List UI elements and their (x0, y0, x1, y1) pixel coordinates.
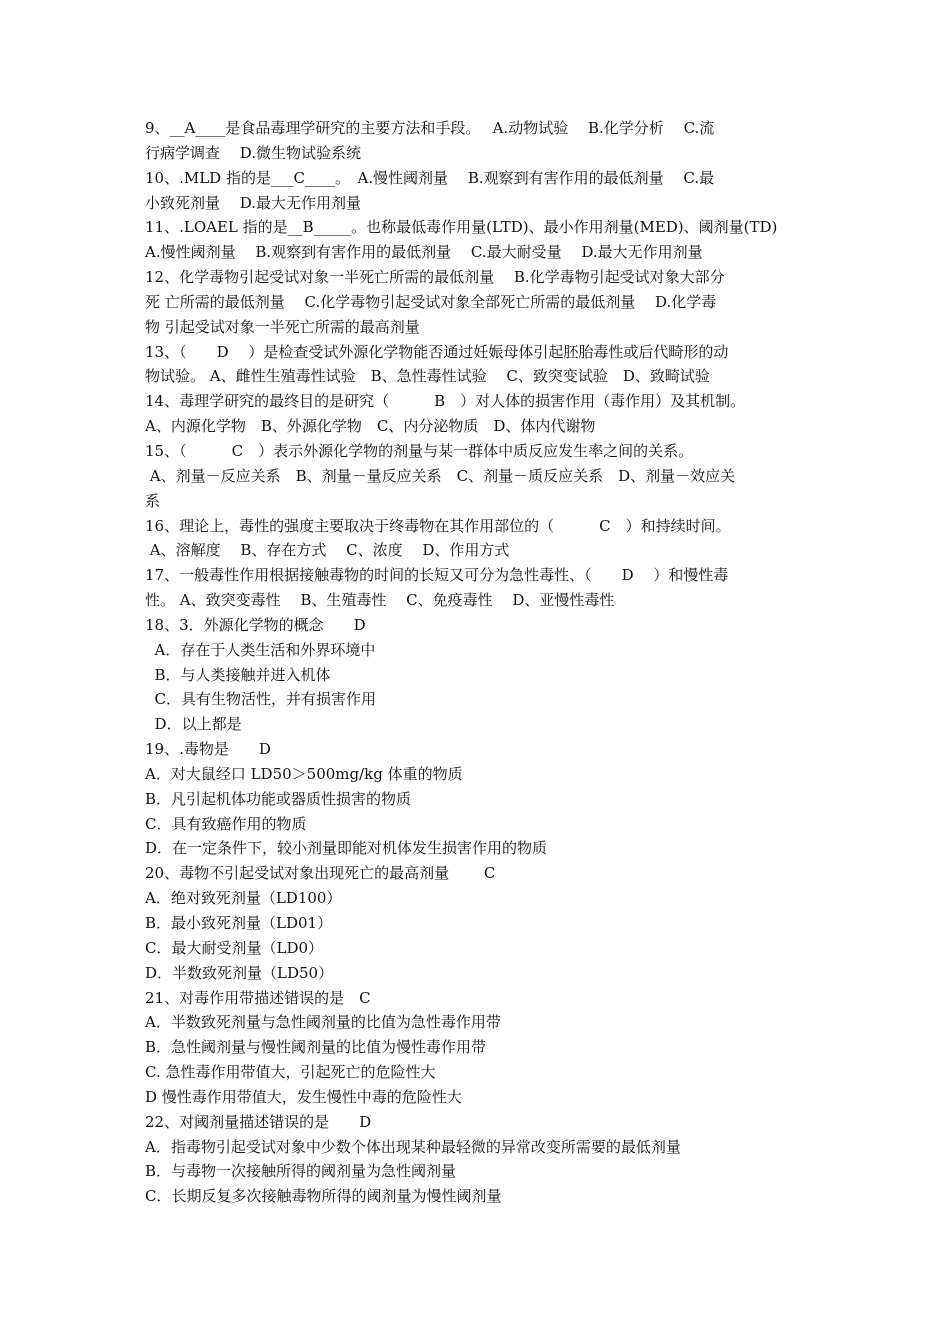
text-line: C．最大耐受剂量（LD0） (145, 938, 324, 957)
text-line: B．急性阈剂量与慢性阈剂量的比值为慢性毒作用带 (145, 1038, 487, 1057)
text-line: C. 急性毒作用带值大，引起死亡的危险性大 (145, 1063, 436, 1082)
text-line: D．在一定条件下，较小剂量即能对机体发生损害作用的物质 (145, 839, 548, 858)
text-line: 物 引起受试对象一半死亡所需的最高剂量 (145, 317, 420, 336)
text-line: B．与人类接触并进入机体 (145, 665, 331, 684)
text-line: 物试验。 A、雌性生殖毒性试验 B、急性毒性试验 C、致突变试验 D、致畸试验 (145, 367, 710, 386)
text-line: C．具有致癌作用的物质 (145, 814, 307, 833)
text-line: A．指毒物引起受试对象中少数个体出现某种最轻微的异常改变所需要的最低剂量 (145, 1137, 681, 1156)
text-line: 14、毒理学研究的最终目的是研究（ B ）对人体的损害作用（毒作用）及其机制。 (145, 392, 746, 411)
text-line: A、内源化学物 B、外源化学物 C、内分泌物质 D、体内代谢物 (145, 417, 596, 436)
text-line: 19、.毒物是 D (145, 740, 271, 759)
text-line: 21、对毒作用带描述错误的是 C (145, 988, 371, 1007)
text-line: A．对大鼠经口 LD50＞500mg/kg 体重的物质 (145, 764, 463, 783)
text-line: A．存在于人类生活和外界环境中 (145, 640, 376, 659)
text-line: B．最小致死剂量（LD01） (145, 914, 333, 932)
text-line: 15、（ C ）表示外源化学物的剂量与某一群体中质反应发生率之间的关系。 (145, 441, 694, 460)
document-body (145, 116, 815, 1209)
text-line: D．以上都是 (145, 715, 242, 734)
text-line: 死 亡所需的最低剂量 C.化学毒物引起受试对象全部死亡所需的最低剂量 D.化学毒 (145, 292, 717, 311)
text-line: C．具有生物活性，并有损害作用 (145, 690, 377, 709)
text-line: 12、化学毒物引起受试对象一半死亡所需的最低剂量 B.化学毒物引起受试对象大部分 (145, 268, 725, 287)
text-line: D 慢性毒作用带值大，发生慢性中毒的危险性大 (145, 1087, 462, 1106)
text-line: 性。 A、致突变毒性 B、生殖毒性 C、免疫毒性 D、亚慢性毒性 (145, 591, 615, 610)
text-line: 11、.LOAEL 指的是__B_____。也称最低毒作用量(LTD)、最小作用剂量(MED)、阈剂量(TD) (145, 218, 778, 237)
text-line: B．凡引起机体功能或器质性损害的物质 (145, 789, 412, 808)
text-line: 系 (145, 491, 161, 510)
text-line: A.慢性阈剂量 B.观察到有害作用的最低剂量 C.最大耐受量 D.最大无作用剂量 (145, 243, 703, 262)
text-line: 20、毒物不引起受试对象出现死亡的最高剂量 C (145, 864, 496, 883)
text-line: A、剂量－反应关系 B、剂量－量反应关系 C、剂量－质反应关系 D、剂量－效应关 (145, 466, 736, 485)
text-line: 22、对阈剂量描述错误的是 D (145, 1112, 372, 1131)
text-line: 13、（ D ）是检查受试外源化学物能否通过妊娠母体引起胚胎毒性或后代畸形的动 (145, 342, 729, 361)
text-line: 16、理论上，毒性的强度主要取决于终毒物在其作用部位的（ C ）和持续时间。 (145, 516, 731, 535)
text-line: B．与毒物一次接触所得的阈剂量为急性阈剂量 (145, 1162, 457, 1181)
text-line: 10、.MLD 指的是___C____。 A.慢性阈剂量 B.观察到有害作用的最低剂量 C.最 (145, 168, 715, 187)
text-line: A．绝对致死剂量（LD100） (145, 889, 342, 908)
text-line: 9、__A____是食品毒理学研究的主要方法和手段。 A.动物试验 B.化学分析 C.流 (145, 119, 715, 137)
text-line: 18、3．外源化学物的概念 D (145, 615, 366, 634)
text-line: C．长期反复多次接触毒物所得的阈剂量为慢性阈剂量 (145, 1187, 502, 1206)
text-line: A、溶解度 B、存在方式 C、浓度 D、作用方式 (145, 541, 510, 560)
text-line: 小致死剂量 D.最大无作用剂量 (145, 193, 362, 212)
text-line: D．半数致死剂量（LD50） (145, 963, 334, 982)
text-line: 17、一般毒性作用根据接触毒物的时间的长短又可分为急性毒性、（ D ）和慢性毒 (145, 566, 729, 585)
text-line: A．半数致死剂量与急性阈剂量的比值为急性毒作用带 (145, 1013, 501, 1032)
text-line: 行病学调查 D.微生物试验系统 (145, 143, 362, 162)
